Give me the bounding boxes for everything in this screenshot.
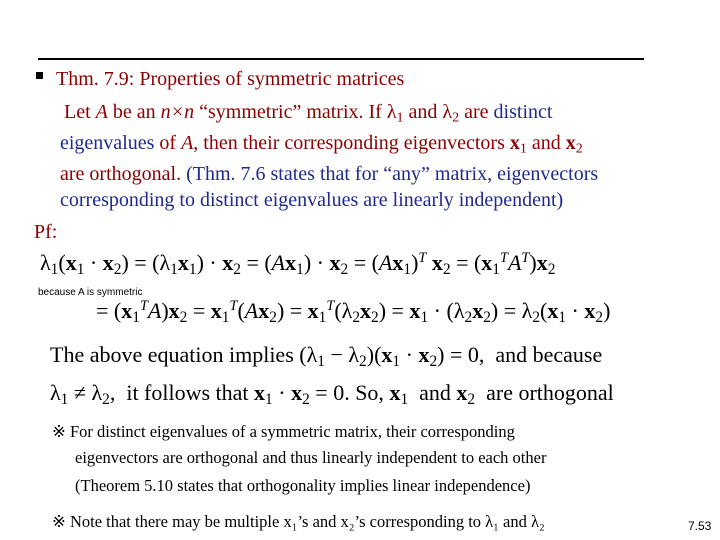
var-x: x [565,132,576,154]
text-run: Let [64,101,96,123]
var-A: A [95,101,108,123]
text-run: and [526,132,566,154]
highlight-distinct: distinct [493,101,553,123]
note-1-line-1: ※ For distinct eigenvalues of a symmetric matrix, their corresponding [52,422,515,441]
text-run: “symmetric” matrix. If λ [194,101,397,123]
equation-1: $\lambda_1(x_1 \cdot x_2) = (\lambda_1x_1) \cdot x_2 = (Ax_1) \cdot x_2 = (Ax_1)^T$ $x_2 = (x_1^TA^T)x_2$ [40,250,556,278]
text-run: of [154,132,182,154]
theorem-line-1 [64,100,552,131]
aside-thm-7-6: (Thm. 7.6 states that for “any” matrix, eigenvectors [186,163,599,185]
proof-label: Pf: [34,221,58,243]
note-1-line-2: eigenvectors are orthogonal and thus linearly independent to each other [75,448,547,467]
subscript: 1 [519,141,527,157]
equation-3: The above equation implies $(\lambda_1 - \lambda_2)(x_1 \cdot x_2) = 0$, and because [50,342,603,370]
text-run: be an [107,101,161,123]
note-1-line-3: (Theorem 5.10 states that orthogonality implies linear independence) [75,476,531,495]
text-run: and λ [403,101,453,123]
var-nxn: n×n [160,101,195,123]
note-2: ※ Note that there may be multiple x₁’s and x₂’s corresponding to λ₁ and λ₂ [52,512,545,531]
theorem-line-2 [60,131,583,162]
highlight-eigenvalues: eigenvalues [60,132,155,154]
symmetric-side-note: because A is symmetric [38,287,143,298]
header-rule [38,58,644,60]
subscript: 2 [575,141,583,157]
subscript: 1 [396,110,404,126]
bullet-square-icon [36,72,43,79]
text-run: are orthogonal. [60,163,187,185]
equation-4: $\lambda_1 \ne \lambda_2$, it follows that $x_1 \cdot x_2 = 0$. So, $x_1$ and $x_2$ are orthogonal [50,380,614,408]
text-run: are [459,101,494,123]
var-x: x [509,132,520,154]
theorem-line-4: corresponding to distinct eigenvalues are linearly independent) [60,189,564,211]
text-run: , then their corresponding eigenvectors [193,132,510,154]
subscript: 2 [452,110,460,126]
theorem-title: Thm. 7.9: Properties of symmetric matrices [56,68,405,90]
equation-2: = $(x_1^TA)x_2 = x_1^T(Ax_2) = x_1^T(\lambda_2x_2) = x_1 \cdot (\lambda_2x_2) = \lambda_2(x_1 \cdot x_2)$ [96,298,611,326]
page-number: 7.53 [688,519,712,533]
theorem-line-3 [60,162,598,187]
var-A: A [181,132,194,154]
